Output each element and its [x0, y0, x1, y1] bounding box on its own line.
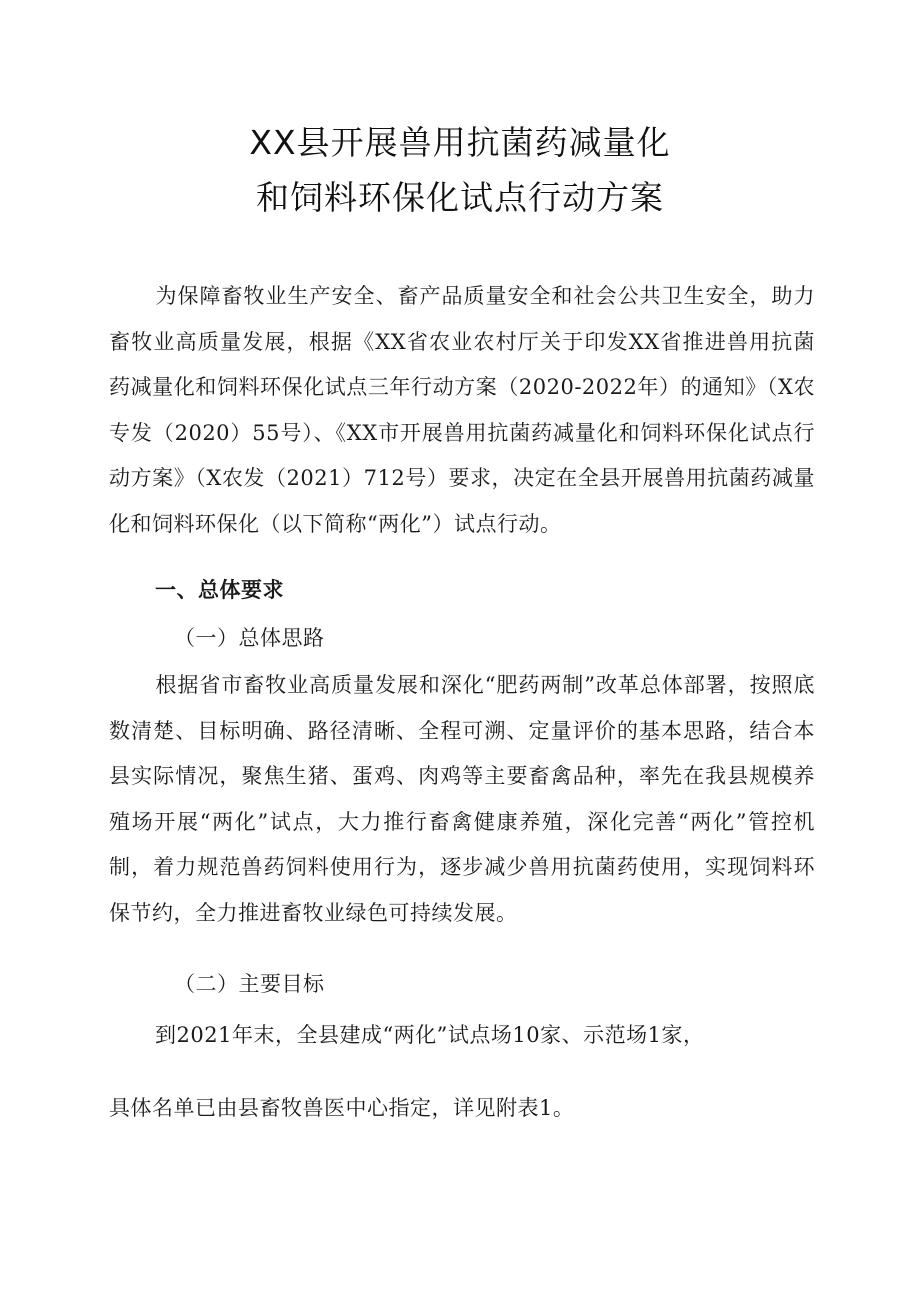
overall-approach-paragraph — [109, 663, 815, 936]
overall-approach-paragraph-text: 根据省市畜牧业高质量发展和深化“肥药两制”改革总体部署，按照底数清楚、目标明确、路径清晰、全程可溯、定量评价的基本思路，结合本县实际情况，聚焦生猪、蛋鸡、肉鸡等主要畜禽品种，率先在我县规模养殖场开展“两化”试点，大力推行畜禽健康养殖，深化完善“两化”管控机制，着力规范兽药饲料使用行为，逐步减少兽用抗菌药使用，实现饲料环保节约，全力推进畜牧业绿色可持续发展。 — [109, 673, 815, 925]
subsection-heading-main-goals: （二）主要目标 — [174, 972, 325, 996]
document-title-line-1: XX县开展兽用抗菌药减量化 — [249, 123, 671, 162]
document-title-line-2: 和饲料环保化试点行动方案 — [256, 178, 664, 217]
section-heading-overall-requirements: 一、总体要求 — [155, 578, 284, 602]
intro-paragraph-text: 为保障畜牧业生产安全、畜产品质量安全和社会公共卫生安全，助力畜牧业高质量发展，根据《XX省农业农村厅关于印发XX省推进兽用抗菌药减量化和饲料环保化试点三年行动方案（2020-2022年）的通知》（X农专发（2020）55号）、《XX市开展兽用抗菌药减量化和饲料环保化试点行动方案》（X农发（2021）712号）要求，决定在全县开展兽用抗菌药减量化和饲料环保化（以下简称“两化”）试点行动。 — [109, 284, 815, 536]
subsection-heading-overall-approach: （一）总体思路 — [174, 626, 325, 650]
main-goals-line-2: 具体名单已由县畜牧兽医中心指定，详见附表1。 — [109, 1096, 575, 1120]
main-goals-line-1: 到2021年末，全县建成“两化”试点场10家、示范场1家， — [155, 1023, 705, 1047]
intro-paragraph — [109, 274, 815, 547]
